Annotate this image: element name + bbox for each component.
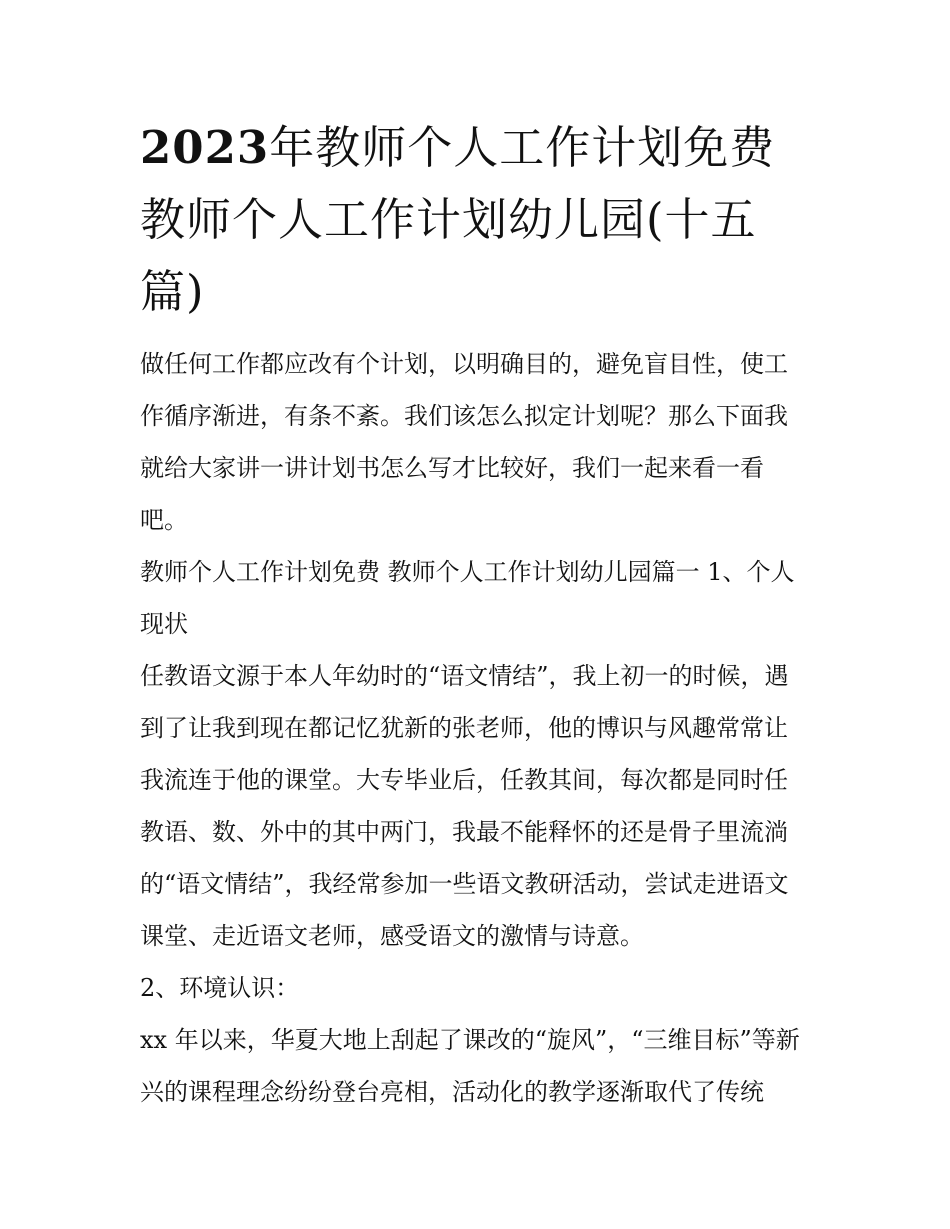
title-line-3: 篇) [140,265,205,318]
intro-line: 就给大家讲一讲计划书怎么写才比较好，我们一起来看一看 [140,454,764,482]
section-1-line: 的“语文情结”，我经常参加一些语文教研活动，尝试走进语文 [140,870,789,898]
section-2-line: 兴的课程理念纷纷登台亮相，活动化的教学逐渐取代了传统 [140,1078,764,1106]
title-line-1-text: 年教师个人工作计划免费 [269,121,776,174]
section-2-body [140,1014,812,1118]
section-1-heading [140,546,812,650]
section-2-heading-line: 2、环境认识： [140,974,300,1002]
section-1-heading-line: 现状 [140,610,188,638]
document-title [140,112,812,328]
section-1-body [140,650,812,962]
section-2-heading [140,962,812,1014]
title-line-1 [140,112,812,184]
intro-line: 作循序渐进，有条不紊。我们该怎么拟定计划呢？那么下面我 [140,402,788,430]
title-line-2: 教师个人工作计划幼儿园(十五 [140,193,757,246]
section-1-line: 课堂、走近语文老师，感受语文的激情与诗意。 [140,922,644,950]
intro-paragraph [140,338,812,546]
document-page [140,112,812,1118]
section-2-line: xx 年以来，华夏大地上刮起了课改的“旋风”，“三维目标”等新 [140,1026,800,1054]
intro-line: 吧。 [140,506,188,534]
section-1-heading-line: 教师个人工作计划免费 教师个人工作计划幼儿园篇一 1、个人 [140,558,795,586]
section-1-line: 我流连于他的课堂。大专毕业后，任教其间，每次都是同时任 [140,766,788,794]
intro-line: 做任何工作都应改有个计划，以明确目的，避免盲目性，使工 [140,350,788,378]
section-1-line: 到了让我到现在都记忆犹新的张老师，他的博识与风趣常常让 [140,714,788,742]
title-year: 2023 [140,121,270,174]
section-1-line: 任教语文源于本人年幼时的“语文情结”，我上初一的时候，遇 [140,662,789,690]
section-1-line: 教语、数、外中的其中两门，我最不能释怀的还是骨子里流淌 [140,818,788,846]
